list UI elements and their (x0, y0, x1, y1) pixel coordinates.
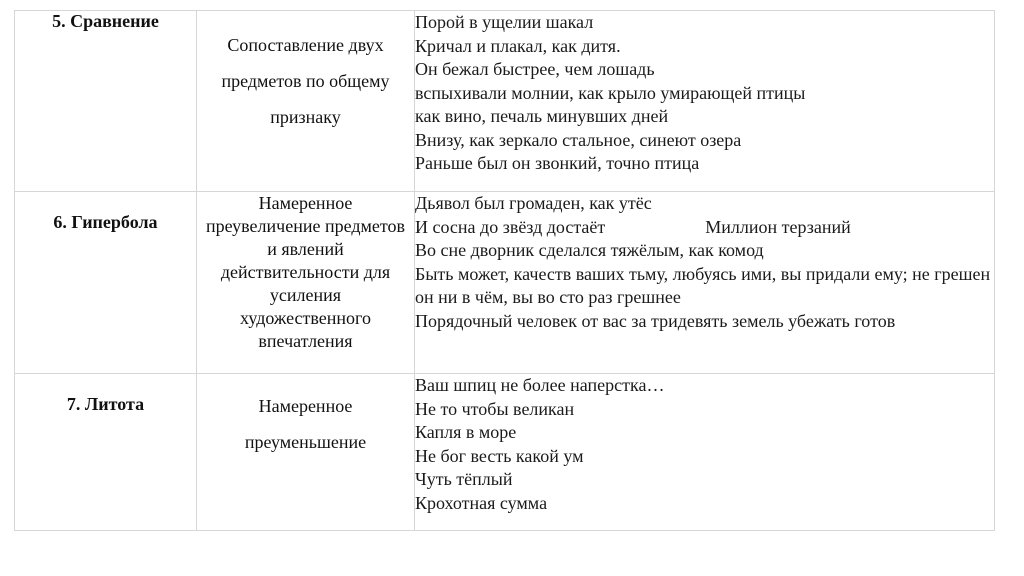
term-label: 5. Сравнение (52, 11, 159, 31)
table-row (15, 11, 995, 192)
example-line: Он бежал быстрее, чем лошадь (415, 59, 655, 79)
definition-text: Сопоставление двух предметов по общему признаку (221, 35, 390, 127)
term-cell (15, 11, 197, 192)
definition-text: Намеренное преувеличение предметов и явлений действительности для усиления художественного впечатления (205, 193, 406, 351)
example-pair (415, 216, 994, 240)
term-label: 7. Литота (66, 394, 145, 414)
example-line: Чуть тёплый (415, 469, 513, 489)
example-line: Во сне дворник сделался тяжёлым, как комод (415, 240, 764, 260)
examples-cell (415, 11, 995, 192)
example-line: Дьявол был громаден, как утёс (415, 193, 652, 213)
table-row (15, 374, 995, 531)
term-label: 6. Гипербола (53, 212, 158, 232)
examples-cell (415, 192, 995, 374)
table-row (15, 192, 995, 374)
example-line: вспыхивали молнии, как крыло умирающей птицы (415, 82, 806, 103)
example-line: Порой в ущелии шакал (415, 12, 594, 32)
definition-text: Намеренное преуменьшение (244, 396, 367, 452)
definition-cell (197, 374, 415, 531)
definition-cell (197, 11, 415, 192)
example-line: Миллион терзаний (705, 216, 851, 237)
figures-of-speech-table (14, 10, 995, 531)
example-line: И сосна до звёзд достаёт (415, 216, 606, 237)
examples-cell (415, 374, 995, 531)
example-line: Кричал и плакал, как дитя. (415, 35, 621, 56)
term-cell (15, 192, 197, 374)
example-line: Не то чтобы великан (415, 398, 575, 419)
example-line: Внизу, как зеркало стальное, синеют озера (415, 129, 742, 150)
example-line: Порядочный человек от вас за тридевять земель убежать готов (415, 310, 896, 331)
term-cell (15, 374, 197, 531)
example-line: Быть может, качеств ваших тьму, любуясь ими, вы придали ему; не грешен он ни в чём, вы во сто раз грешнее (415, 263, 991, 307)
example-line: Капля в море (415, 422, 517, 442)
example-line: Крохотная сумма (415, 492, 548, 513)
example-line: Не бог весть какой ум (415, 445, 584, 466)
example-line: как вино, печаль минувших дней (415, 106, 669, 126)
example-line: Раньше был он звонкий, точно птица (415, 153, 700, 173)
definition-cell (197, 192, 415, 374)
example-line: Ваш шпиц не более наперстка… (415, 375, 665, 395)
